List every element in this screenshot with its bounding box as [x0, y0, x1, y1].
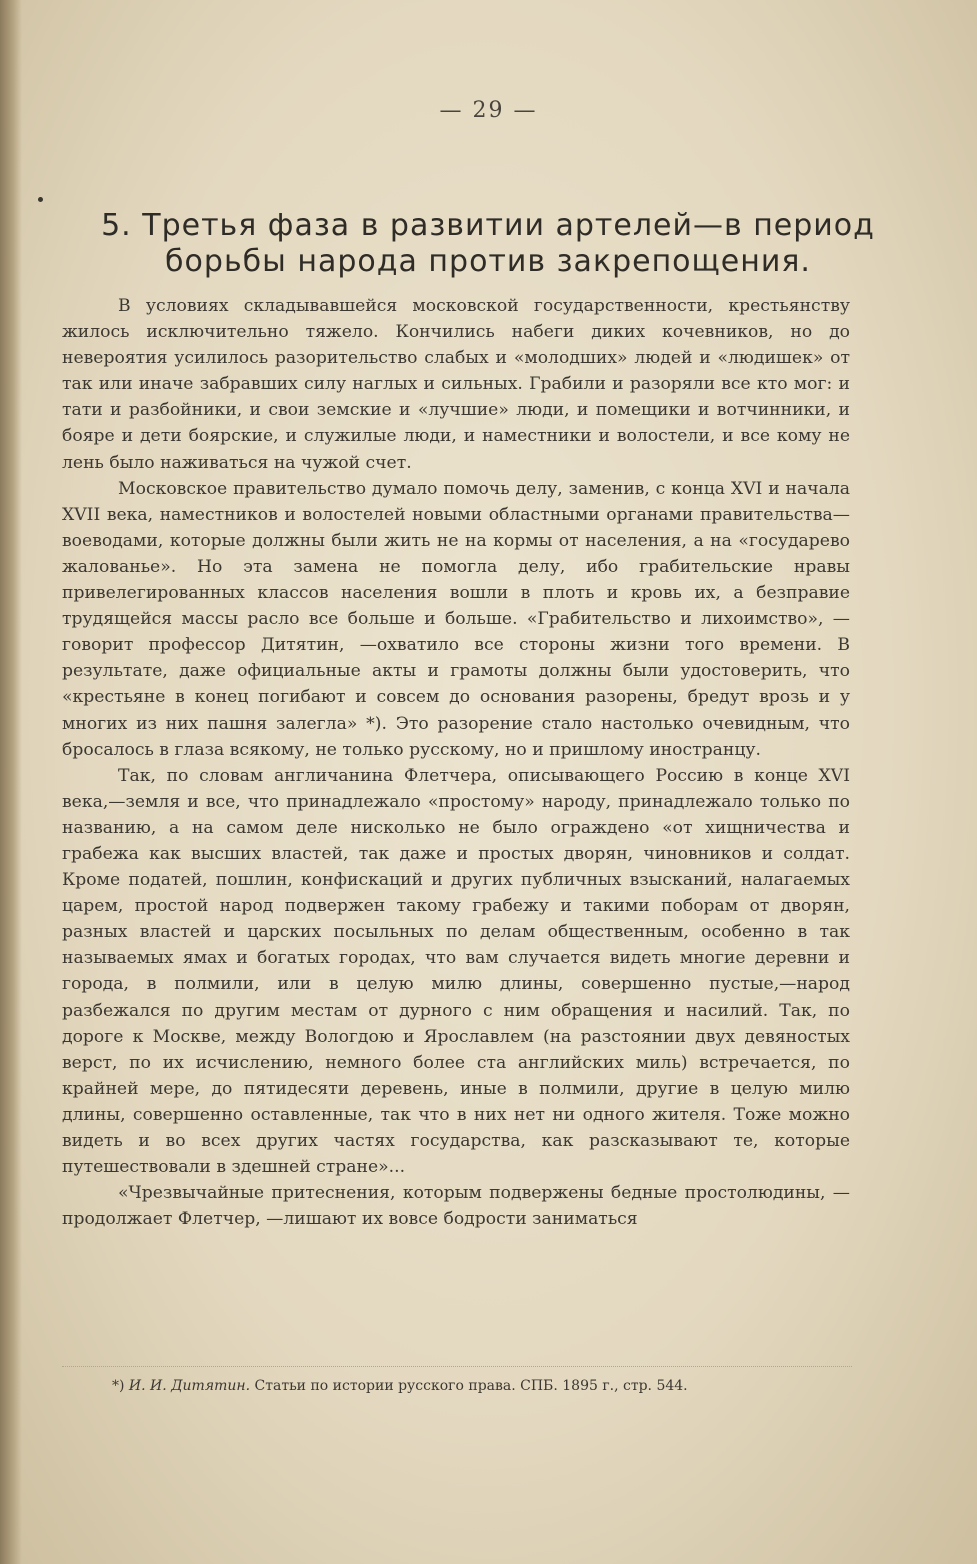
footnote	[112, 1376, 862, 1396]
footnote-author: И. И. Дитятин.	[128, 1378, 251, 1394]
ink-spot	[38, 197, 43, 202]
page-binding-edge	[0, 0, 22, 1564]
paragraph: Московское правительство думало помочь делу, заменив, с конца XVI и начала XVII века, наместников и волостелей новыми областными органами правительства—воеводами, которые должны были жить не на кормы от населения, а на «государево жалованье». Но эта замена не помогла делу, ибо грабительские нравы привелегированных классов населения вошли в плоть и кровь их, а безправие трудящейся массы расло все больше и больше. «Грабительство и лихоимство», —говорит профессор Дитятин, —охватило все стороны жизни того времени. В результате, даже официальные акты и грамоты должны были удостоверить, что «крестьяне в конец погибают и совсем до основания разорены, бредут врозь и у многих из них пашня залегла» *). Это разорение стало настолько очевидным, что бросалось в глаза всякому, не только русскому, но и пришлому иностранцу.	[62, 478, 850, 760]
body-text	[62, 293, 850, 1232]
footnote-text: Статьи по истории русского права. СПБ. 1895 г., стр. 544.	[254, 1378, 688, 1394]
footnote-divider	[62, 1366, 852, 1367]
footnote-marker: *)	[112, 1378, 125, 1394]
page-number: — 29 —	[439, 98, 538, 123]
section-heading: 5. Третья фаза в развитии артелей—в период борьбы народа против закрепощения.	[101, 208, 875, 279]
paragraph: В условиях складывавшейся московской государственности, крестьянству жилось исключительно тяжело. Кончились набеги диких кочевников, но до невероятия усилилось разорительство слабых и «молодших» людей и «людишек» от так или иначе забравших силу наглых и сильных. Грабили и разоряли все кто мог: и тати и разбойники, и свои земские и «лучшие» люди, и помещики и вотчинники, и бояре и дети боярские, и служилые люди, и наместники и волостели, и все кому не лень было наживаться на чужой счет.	[62, 296, 850, 473]
paragraph: Так, по словам англичанина Флетчера, описывающего Россию в конце XVI века,—земля и все, что принадлежало «простому» народу, принадлежало только по названию, а на самом деле нисколько не было ограждено «от хищничества и грабежа как высших властей, так даже и простых дворян, чиновников и солдат. Кроме податей, пошлин, конфискаций и других публичных взысканий, налагаемых царем, простой народ подвержен такому грабежу и такими поборам от дворян, разных властей и царских посыльных по делам общественным, особенно в так называемых ямах и богатых городах, что вам случается видеть многие деревни и города, в полмили, или в целую милю длины, совершенно пустые,—народ разбежался по другим местам от дурного с ним обращения и насилий. Так, по дороге к Москве, между Вологдою и Ярославлем (на разстоянии двух девяностых верст, по их исчислению, немного более ста английских миль) встречается, по крайней мере, до пятидесяти деревень, иные в полмили, другие в целую милю длины, совершенно оставленные, так что в них нет ни одного жителя. Тоже можно видеть и во всех других частях государства, как разсказывают те, которые путешествовали в здешней стране»...	[62, 765, 850, 1178]
paragraph: «Чрезвычайные притеснения, которым подвержены бедные простолюдины, —продолжает Флетчер, —лишают их вовсе бодрости заниматься	[62, 1183, 850, 1230]
